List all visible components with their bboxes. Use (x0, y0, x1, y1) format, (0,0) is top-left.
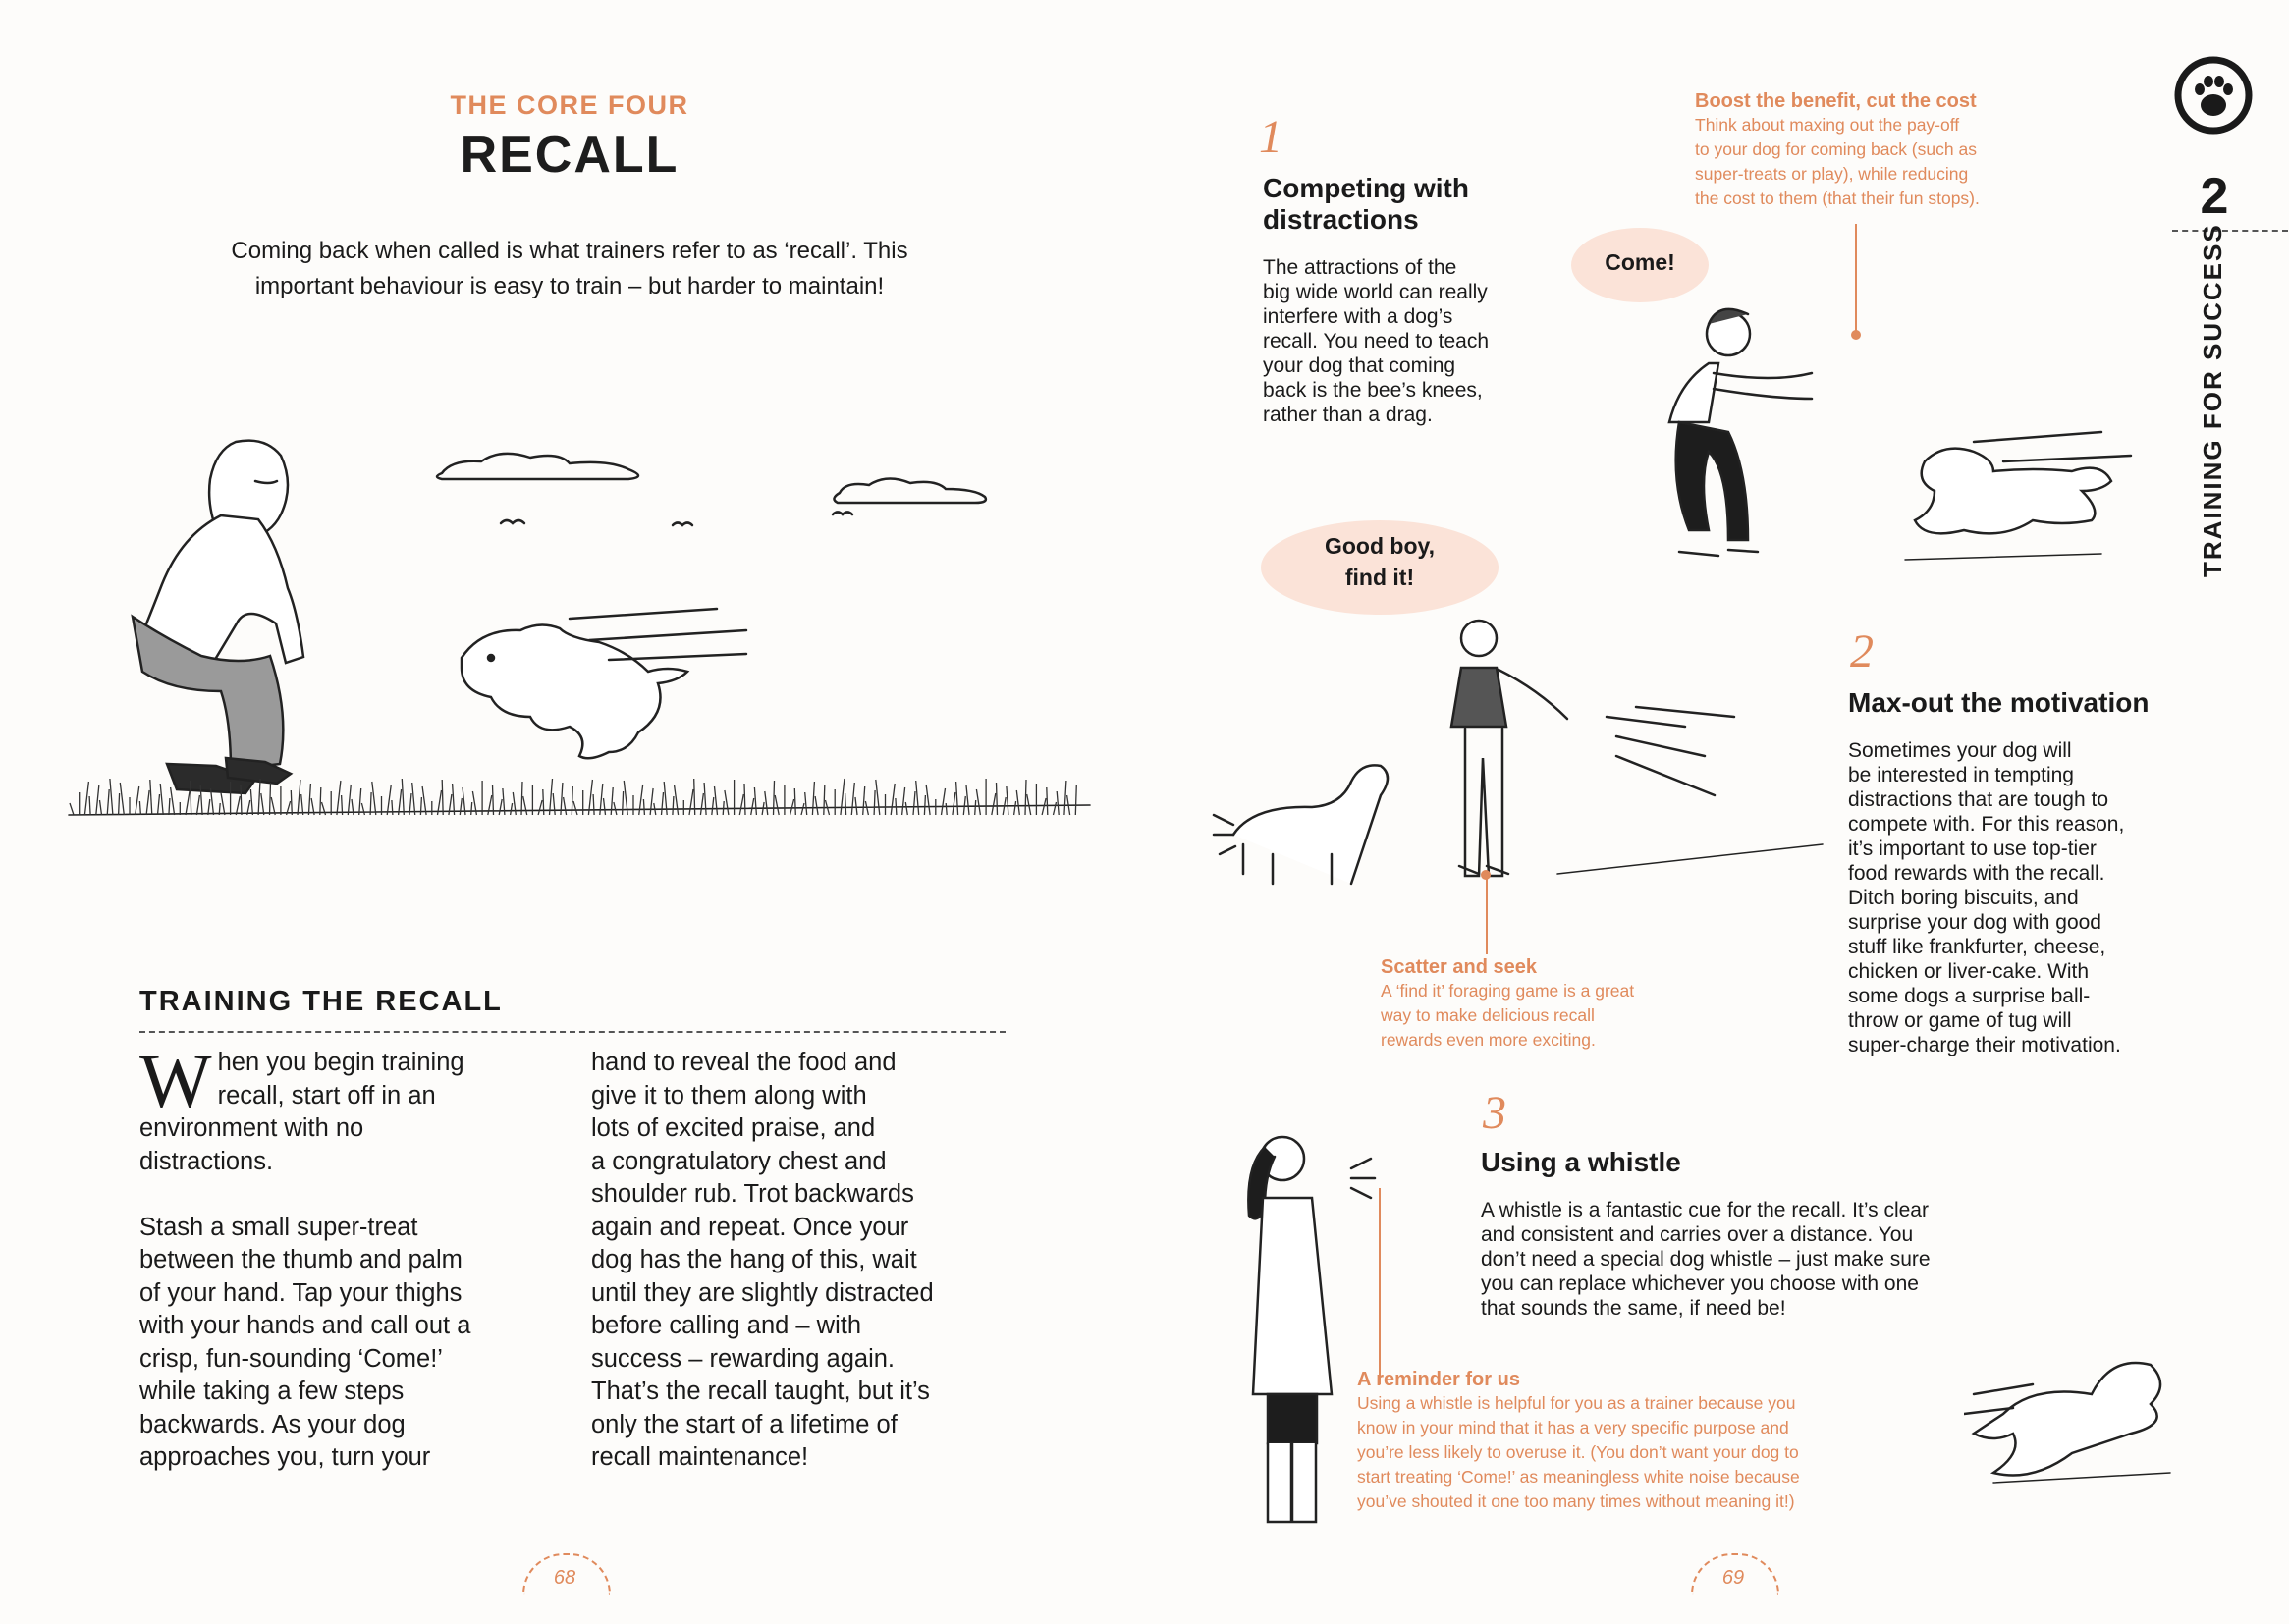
grass-blade (150, 780, 152, 815)
grass-blade (564, 797, 567, 815)
grass-blade (765, 791, 768, 815)
grass-blade (70, 803, 74, 815)
page-number: 69 (1721, 1567, 1745, 1589)
section-divider (139, 1031, 1006, 1033)
grass-blade (588, 780, 592, 815)
bubble-line: Good boy, (1324, 533, 1435, 559)
grass-blade (845, 793, 846, 815)
note-heading: A reminder for us (1357, 1369, 1520, 1390)
grass-blade (200, 785, 202, 815)
grass-blade (291, 790, 292, 815)
page-title: RECALL (460, 127, 680, 184)
note-leader-line (1379, 1188, 1381, 1384)
grass-blade (287, 801, 291, 815)
body-line: recall, start off in an (217, 1081, 436, 1110)
grass-blade (790, 799, 794, 815)
grass-blade (422, 786, 426, 815)
grass-blade (550, 779, 553, 815)
body-line: Stash a small super-treat (139, 1213, 418, 1241)
section-heading: Using a whistle (1481, 1147, 1681, 1177)
note-leader-dot (1481, 870, 1491, 880)
grass-strokes (69, 727, 1090, 825)
bird-illustration (833, 513, 852, 515)
body-line: until they are slightly distracted (591, 1278, 934, 1307)
grass-blade (1003, 797, 1006, 815)
section-kicker: THE CORE FOUR (450, 90, 689, 120)
grass-blade (503, 788, 505, 815)
note-boost (1695, 90, 2088, 211)
grass-blade (643, 799, 644, 815)
grass-blade (623, 791, 624, 815)
body-line: backwards. As your dog (139, 1410, 406, 1438)
body-line: chicken or liver-cake. With (1848, 960, 2090, 983)
body-line: that sounds the same, if need be! (1481, 1297, 1786, 1320)
grass-blade (675, 785, 679, 815)
grass-blade (1014, 801, 1016, 815)
section-body (1848, 738, 2202, 1057)
grass-blade (650, 788, 653, 815)
grass-blade (471, 802, 472, 815)
grass-blade (712, 797, 714, 815)
note-line: know in your mind that it has a very specific purpose and (1357, 1418, 1789, 1437)
chapter-number: 2 (2200, 168, 2229, 225)
section-heading: Max-out the motivation (1848, 687, 2150, 718)
body-line: with your hands and call out a (139, 1312, 471, 1339)
grass-blade (704, 783, 706, 815)
grass-blade (219, 803, 220, 815)
body-line: distractions that are tough to (1848, 788, 2108, 811)
grass-blade (725, 790, 729, 815)
note-leader-line (1486, 876, 1488, 954)
grass-blade (976, 789, 980, 815)
grass-blade (700, 793, 703, 815)
grass-blade (604, 798, 606, 815)
grass-blade (624, 781, 627, 815)
grass-blade (409, 793, 411, 815)
grass-blade (250, 789, 252, 815)
grass-blade (160, 784, 163, 815)
body-line: Sometimes your dog will (1848, 739, 2072, 762)
body-column-1 (139, 1038, 552, 1475)
grass-blade (169, 798, 170, 815)
body-line: you can replace whichever you choose with one (1481, 1272, 1919, 1295)
grass-blade (953, 792, 955, 815)
grass-blade (639, 785, 643, 815)
body-line: don’t need a special dog whistle – just make sure (1481, 1248, 1931, 1271)
grass-blade (956, 782, 958, 815)
body-line: Ditch boring biscuits, and (1848, 887, 2079, 909)
note-line: the cost to them (that their fun stops). (1695, 189, 1980, 208)
grass-blade (896, 798, 897, 815)
body-line: super-charge their motivation. (1848, 1034, 2121, 1056)
grass-blade (488, 795, 492, 815)
grass-blade (1042, 798, 1046, 815)
grass-blade (337, 781, 341, 815)
grass-blade (392, 800, 393, 815)
grass-blade (453, 784, 455, 815)
grass-blade (463, 787, 465, 815)
grass-blade (913, 791, 915, 815)
body-line: some dogs a surprise ball- (1848, 985, 2091, 1007)
note-line: A ‘find it’ foraging game is a great (1381, 981, 1635, 1001)
grass-blade (1025, 780, 1026, 815)
body-line: recall maintenance! (591, 1443, 809, 1471)
body-line: be interested in tempting (1848, 764, 2074, 786)
man-calling-dog-illustration (1610, 295, 2160, 589)
grass-blade (119, 793, 120, 815)
grass-blade (271, 797, 275, 815)
grass-blade (352, 799, 354, 815)
body-line: of your hand. Tap your thighs (139, 1278, 463, 1307)
grass-blade (146, 790, 149, 815)
section-number: 1 (1259, 111, 1282, 163)
body-line: while taking a few steps (139, 1378, 405, 1405)
note-scatter (1381, 956, 1734, 1053)
grass-blade (694, 779, 695, 815)
grass-blade (211, 788, 214, 815)
note-line: Using a whistle is helpful for you as a trainer because you (1357, 1393, 1796, 1413)
grass-blade (158, 794, 160, 815)
body-line: big wide world can really (1263, 281, 1488, 303)
grass-blade (298, 780, 300, 815)
body-line: back is the bee’s knees, (1263, 379, 1483, 402)
grass-blade (739, 794, 743, 815)
grass-blade (1075, 785, 1076, 815)
chapter-title-vertical: TRAINING FOR SUCCESS (2198, 223, 2227, 577)
grass-blade (221, 792, 225, 815)
body-line: compete with. For this reason, (1848, 813, 2125, 836)
grass-blade (472, 791, 476, 815)
grass-blade (1067, 795, 1070, 815)
grass-blade (841, 779, 845, 815)
note-line: you’re less likely to overuse it. (You don’t want your dog to (1357, 1442, 1799, 1462)
grass-blade (891, 784, 895, 815)
body-line: throw or game of tug will (1848, 1009, 2072, 1032)
note-line: way to make delicious recall (1381, 1005, 1595, 1025)
grass-blade (812, 782, 814, 815)
grass-blade (774, 781, 775, 815)
grass-blade (805, 792, 807, 815)
grass-blade (460, 798, 462, 815)
grass-blade (442, 780, 443, 815)
grass-blade (511, 803, 513, 815)
grass-blade (966, 785, 969, 815)
grass-blade (1027, 794, 1031, 815)
grass-blade (775, 795, 779, 815)
grass-blade (241, 785, 242, 815)
grass-blade (794, 788, 795, 815)
grass-blade (855, 797, 857, 815)
body-line: rather than a drag. (1263, 404, 1433, 426)
grass-blade (926, 785, 930, 815)
note-line: rewards even more exciting. (1381, 1030, 1596, 1050)
body-line: hen you begin training (217, 1049, 464, 1076)
grass-blade (815, 796, 818, 815)
grass-blade (139, 801, 140, 815)
intro-line: important behaviour is easy to train – but harder to maintain! (254, 273, 885, 299)
body-line: dog has the hang of this, wait (591, 1246, 917, 1273)
bird-illustration (501, 520, 524, 523)
grass-blade (1057, 791, 1059, 815)
body-line: again and repeat. Once your (591, 1213, 909, 1241)
note-reminder (1357, 1369, 1946, 1514)
grass-blade (664, 782, 667, 815)
grass-blade (874, 790, 875, 815)
grass-blade (1007, 786, 1008, 815)
grass-blade (96, 785, 99, 815)
grass-blade (208, 799, 210, 815)
grass-blade (851, 783, 854, 815)
grass-blade (110, 779, 113, 815)
chapter-divider (2172, 230, 2288, 232)
grass-blade (924, 795, 925, 815)
grass-blade (600, 784, 603, 815)
heading-line: Competing with (1263, 173, 1469, 203)
grass-blade (186, 791, 190, 815)
grass-blade (449, 794, 452, 815)
grass-blade (611, 787, 613, 815)
grass-blade (412, 783, 415, 815)
heading-line: distractions (1263, 204, 1419, 235)
body-line: a congratulatory chest and (591, 1147, 887, 1175)
section-body (1481, 1198, 2031, 1321)
body-line: give it to them along with (591, 1081, 867, 1110)
grass-blade (89, 796, 90, 815)
grass-blade (100, 800, 102, 815)
note-line: you’ve shouted it one too many times without meaning it!) (1357, 1491, 1795, 1511)
grass-blade (196, 795, 199, 815)
bubble-line: find it! (1344, 565, 1415, 590)
speech-bubble (1261, 520, 1499, 615)
grass-blade (905, 802, 907, 815)
grass-blade (1064, 781, 1066, 815)
section-heading (1263, 173, 1469, 236)
grass-blade (348, 785, 351, 815)
grass-blade (824, 785, 825, 815)
body-line: food rewards with the recall. (1848, 862, 2105, 885)
grass-blade (754, 787, 756, 815)
grass-blade (826, 800, 830, 815)
grass-blade (236, 796, 240, 815)
body-line: surprise your dog with good (1848, 911, 2101, 934)
grass-blade (513, 792, 516, 815)
grass-blade (521, 782, 522, 815)
body-line: crisp, fun-sounding ‘Come!’ (139, 1344, 443, 1373)
grass-blade (865, 801, 868, 815)
note-line: start treating ‘Come!’ as meaningless white noise because (1357, 1467, 1800, 1487)
section-body (1263, 255, 1557, 427)
note-heading: Boost the benefit, cut the cost (1695, 90, 1977, 112)
body-line: and consistent and carries over a distance. You (1481, 1223, 1914, 1246)
grass-blade (387, 785, 391, 815)
body-line: hand to reveal the food and (591, 1049, 897, 1076)
intro-line: Coming back when called is what trainers refer to as ‘recall’. This (231, 238, 908, 264)
paw-icon (2172, 54, 2255, 136)
grass-blade (963, 796, 965, 815)
cloud-illustration (437, 454, 638, 479)
scatter-seek-illustration (1204, 609, 1832, 903)
body-line: only the start of a lifetime of (591, 1410, 898, 1438)
grass-blade (762, 802, 764, 815)
body-line: A whistle is a fantastic cue for the recall. It’s clear (1481, 1199, 1929, 1221)
grass-blade (438, 790, 442, 815)
note-line: super-treats or play), while reducing (1695, 164, 1969, 184)
note-line: Think about maxing out the pay-off (1695, 115, 1960, 135)
grass-blade (997, 783, 998, 815)
jumping-dog-illustration (1964, 1335, 2219, 1502)
grass-blade (370, 792, 371, 815)
grass-blade (322, 802, 326, 815)
body-line: before calling and – with (591, 1312, 862, 1339)
body-line: interfere with a dog’s (1263, 305, 1453, 328)
grass-blade (499, 799, 502, 815)
grass-blade (553, 793, 555, 815)
grass-blade (136, 786, 139, 815)
grass-blade (308, 784, 310, 815)
grass-blade (654, 803, 656, 815)
grass-blade (975, 800, 976, 815)
grass-blade (320, 787, 321, 815)
grass-blade (361, 803, 364, 815)
body-line: The attractions of the (1263, 256, 1457, 279)
grass-blade (751, 798, 754, 815)
body-line: your dog that coming (1263, 354, 1456, 377)
grass-blade (946, 803, 947, 815)
grass-blade (662, 792, 664, 815)
grass-blade (107, 789, 109, 815)
cloud-illustration (834, 478, 985, 503)
page-number: 68 (553, 1567, 576, 1589)
grass-blade (723, 801, 724, 815)
body-line: shoulder rub. Trot backwards (591, 1180, 914, 1208)
note-heading: Scatter and seek (1381, 956, 1537, 978)
grass-blade (301, 794, 303, 815)
grass-blade (744, 784, 745, 815)
body-line: That’s the recall taught, but it’s (591, 1378, 930, 1405)
grass-blade (270, 783, 271, 815)
bird-illustration (673, 523, 692, 526)
grass-blade (311, 798, 314, 815)
grass-blade (876, 780, 880, 815)
body-line: approaches you, turn your (139, 1443, 431, 1471)
grass-blade (593, 794, 594, 815)
paragraph-break (139, 1178, 552, 1212)
grass-blade (1016, 790, 1019, 815)
grass-blade (258, 779, 260, 815)
grass-blade (689, 789, 693, 815)
grass-blade (399, 789, 402, 815)
grass-blade (538, 800, 542, 815)
section-number: 3 (1483, 1087, 1506, 1139)
grass-blade (863, 786, 865, 815)
grass-blade (916, 781, 919, 815)
speech-bubble: Come! (1571, 228, 1709, 302)
grass-blade (561, 783, 563, 815)
grass-blade (543, 789, 544, 815)
section-number: 2 (1850, 625, 1874, 677)
body-column-2 (591, 1047, 1013, 1475)
note-line: to your dog for coming back (such as (1695, 139, 1977, 159)
grass-blade (402, 779, 404, 815)
body-line: stuff like frankfurter, cheese, (1848, 936, 2106, 958)
body-line: lots of excited praise, and (591, 1114, 876, 1142)
intro-paragraph (147, 234, 992, 304)
body-line: environment with no (139, 1114, 364, 1142)
grass-blade (902, 787, 905, 815)
grass-blade (84, 782, 88, 815)
grass-blade (372, 782, 376, 815)
grass-blade (992, 793, 996, 815)
body-line: recall. You need to teach (1263, 330, 1490, 352)
grass-blade (715, 786, 718, 815)
grass-blade (573, 801, 577, 815)
grass-blade (1047, 787, 1048, 815)
grass-blade (359, 788, 361, 815)
grass-blade (673, 796, 674, 815)
grass-blade (171, 787, 175, 815)
grass-blade (801, 803, 804, 815)
grass-blade (614, 802, 617, 815)
grass-blade (247, 800, 250, 815)
grass-blade (120, 783, 124, 815)
body-line: distractions. (139, 1147, 274, 1175)
grass-blade (493, 785, 494, 815)
grass-blade (420, 797, 421, 815)
body-line: it’s important to use top-tier (1848, 838, 2097, 860)
body-line: success – rewarding again. (591, 1344, 896, 1373)
grass-blade (942, 788, 946, 815)
grass-blade (1054, 802, 1057, 815)
drop-cap: W (139, 1038, 212, 1123)
grass-blade (261, 793, 264, 815)
grass-blade (523, 796, 527, 815)
section-heading: TRAINING THE RECALL (139, 986, 503, 1017)
grass-blade (342, 795, 343, 815)
body-line: between the thumb and palm (139, 1246, 463, 1273)
